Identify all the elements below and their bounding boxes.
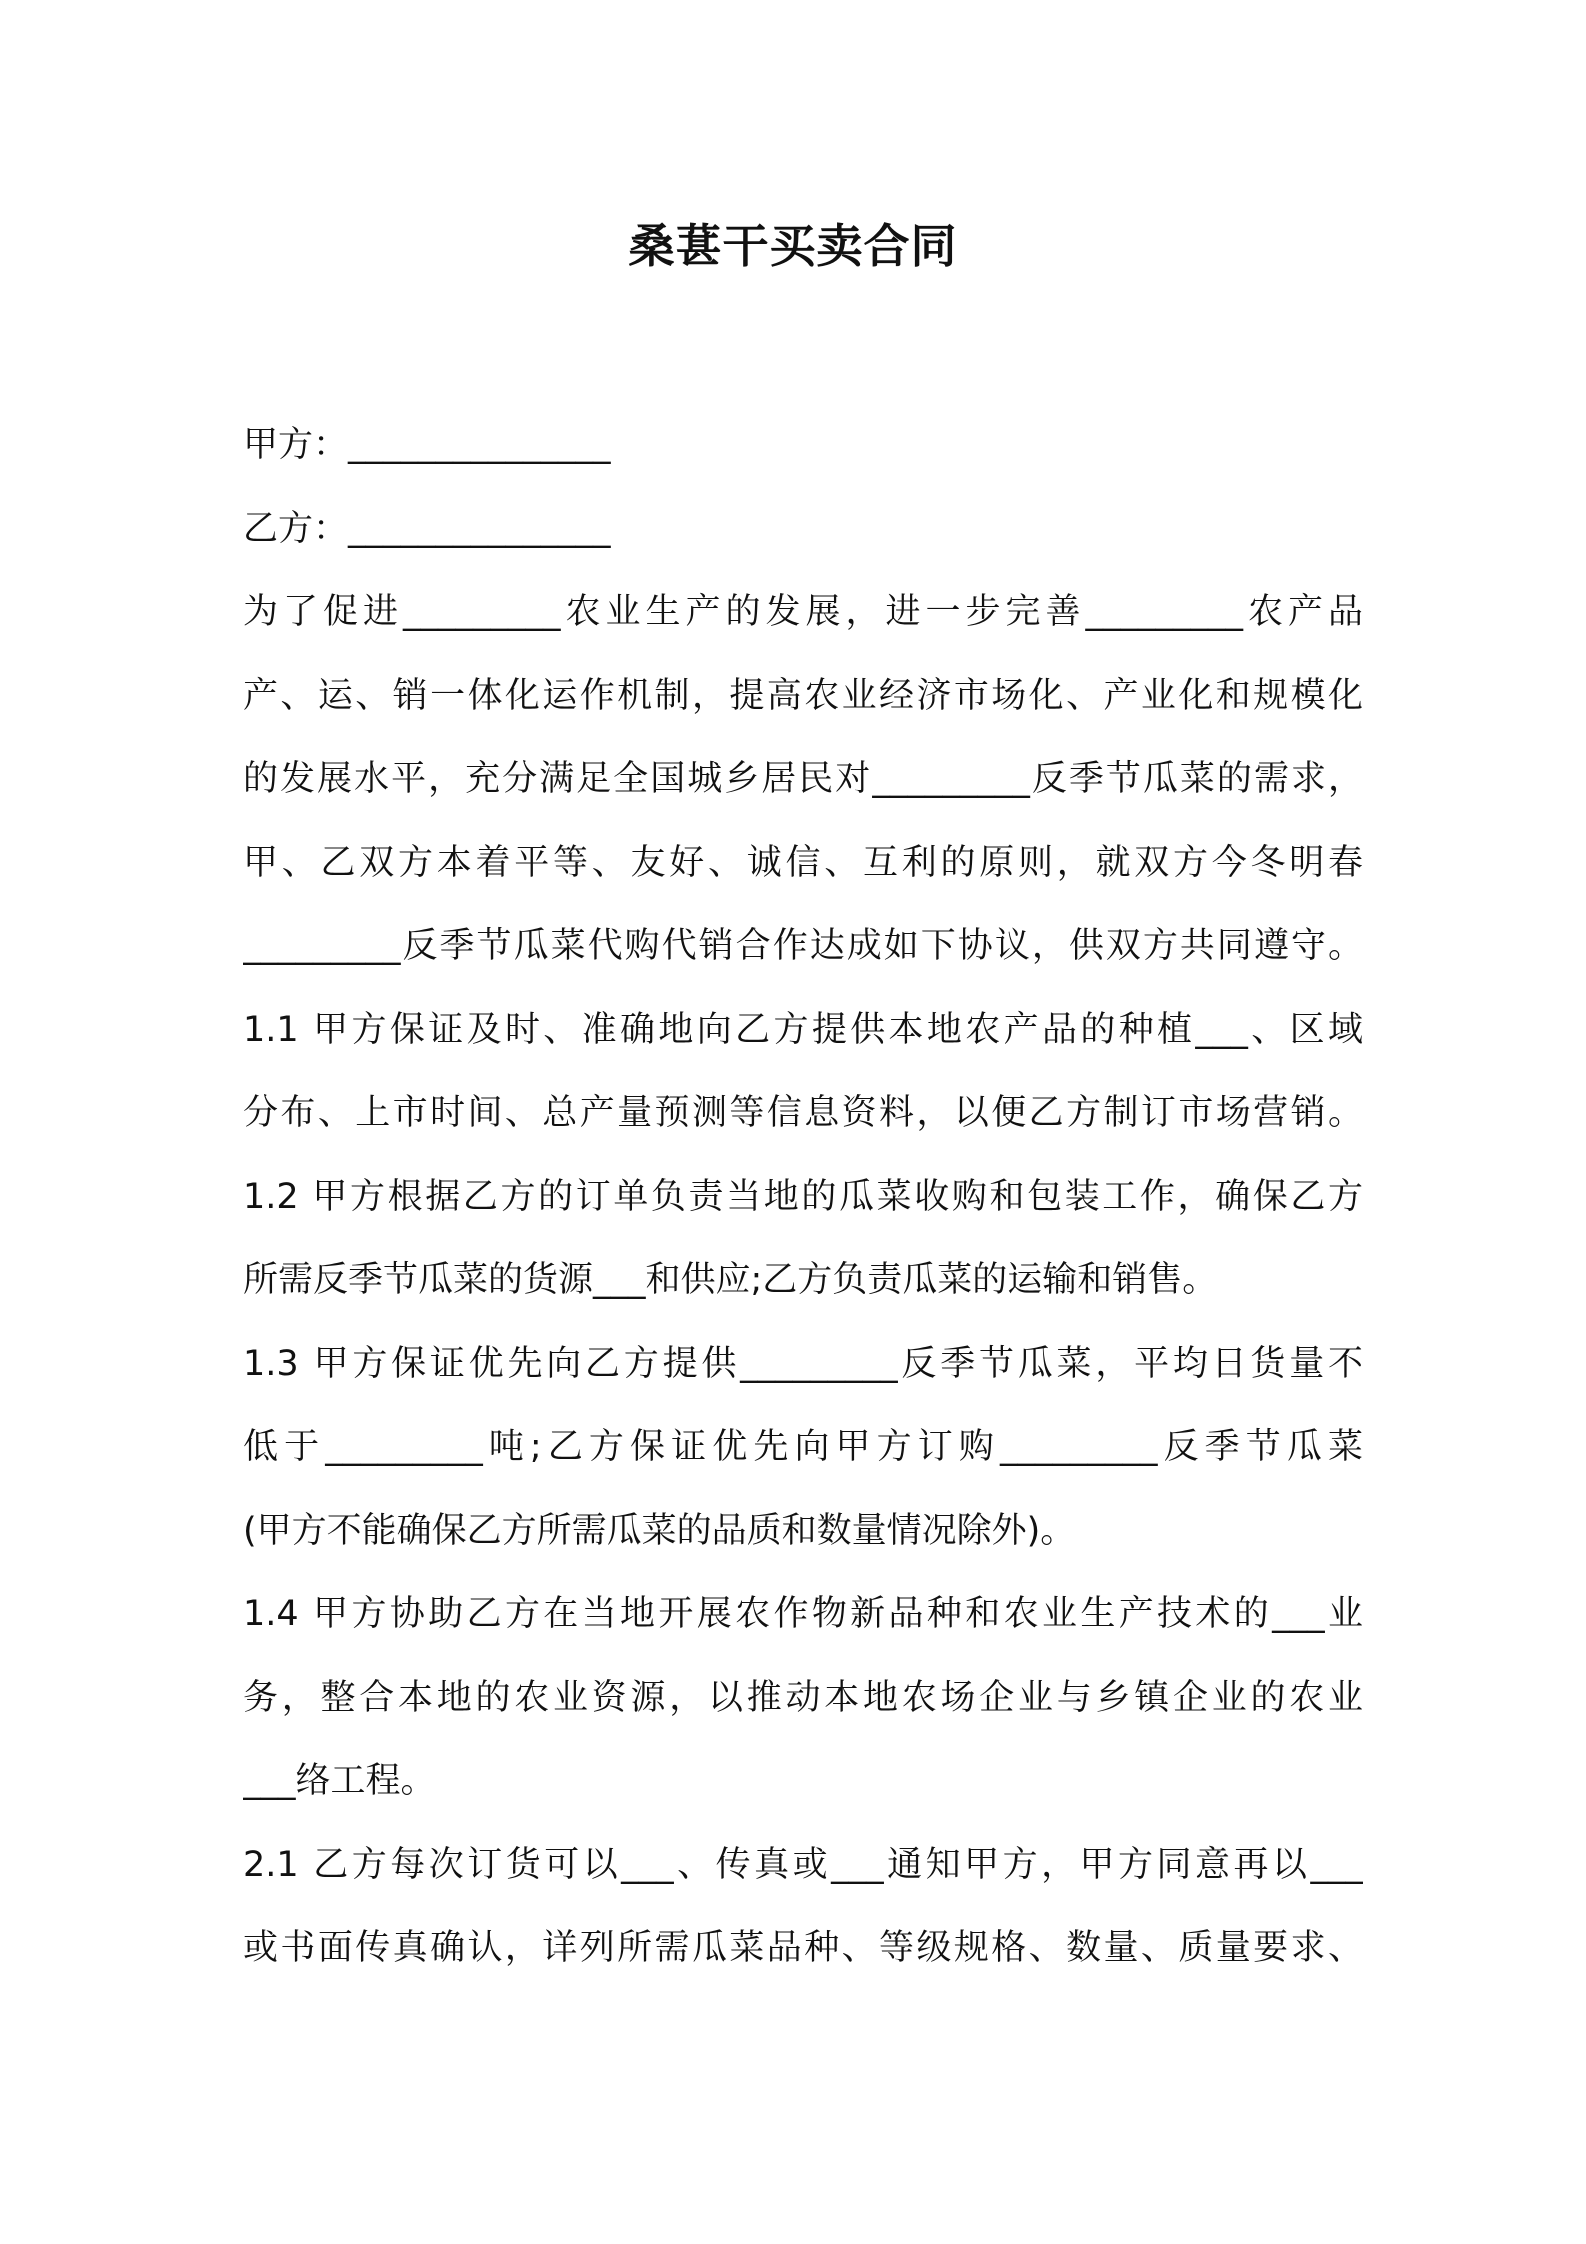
clause-1-3-line: 1.3 甲方保证优先向乙方提供_________反季节瓜菜，平均日货量不 (243, 1343, 1363, 1384)
preamble-line: 的发展水平，充分满足全国城乡居民对_________反季节瓜菜的需求， (243, 759, 1363, 799)
party-b-line: 乙方：_______________ (243, 508, 611, 549)
clause-2-1-line: 2.1 乙方每次订货可以___、传真或___通知甲方，甲方同意再以___ (243, 1844, 1363, 1885)
clause-1-2-line: 1.2 甲方根据乙方的订单负责当地的瓜菜收购和包装工作，确保乙方 (243, 1176, 1363, 1217)
preamble-line: 甲、乙双方本着平等、友好、诚信、互利的原则，就双方今冬明春 (243, 842, 1363, 883)
document-body (243, 404, 1363, 1991)
clause-1-3-line: (甲方不能确保乙方所需瓜菜的品质和数量情况除外)。 (243, 1510, 1076, 1551)
clause-1-4-line: 务，整合本地的农业资源，以推动本地农场企业与乡镇企业的农业 (243, 1677, 1363, 1718)
clause-1-1-line: 分布、上市时间、总产量预测等信息资料，以便乙方制订市场营销。 (243, 1093, 1363, 1133)
clause-1-2-line: 所需反季节瓜菜的货源___和供应;乙方负责瓜菜的运输和销售。 (243, 1260, 1218, 1300)
clause-1-4-line: 1.4 甲方协助乙方在当地开展农作物新品种和农业生产技术的___业 (243, 1594, 1363, 1634)
clause-1-1-line: 1.1 甲方保证及时、准确地向乙方提供本地农产品的种植___、区域 (243, 1009, 1363, 1050)
preamble-line: 为了促进_________农业生产的发展，进一步完善_________农产品 (243, 592, 1363, 632)
clause-1-4-line: ___络工程。 (243, 1761, 436, 1801)
preamble-line: _________反季节瓜菜代购代销合作达成如下协议，供双方共同遵守。 (243, 926, 1363, 966)
party-a-line: 甲方：_______________ (243, 425, 611, 465)
clause-2-1-line: 或书面传真确认，详列所需瓜菜品种、等级规格、数量、质量要求、 (243, 1928, 1363, 1968)
clause-1-3-line: 低于_________吨;乙方保证优先向甲方订购_________反季节瓜菜 (243, 1427, 1363, 1467)
preamble-line: 产、运、销一体化运作机制，提高农业经济市场化、产业化和规模化 (243, 675, 1363, 716)
document-title: 桑葚干买卖合同 (628, 219, 958, 273)
